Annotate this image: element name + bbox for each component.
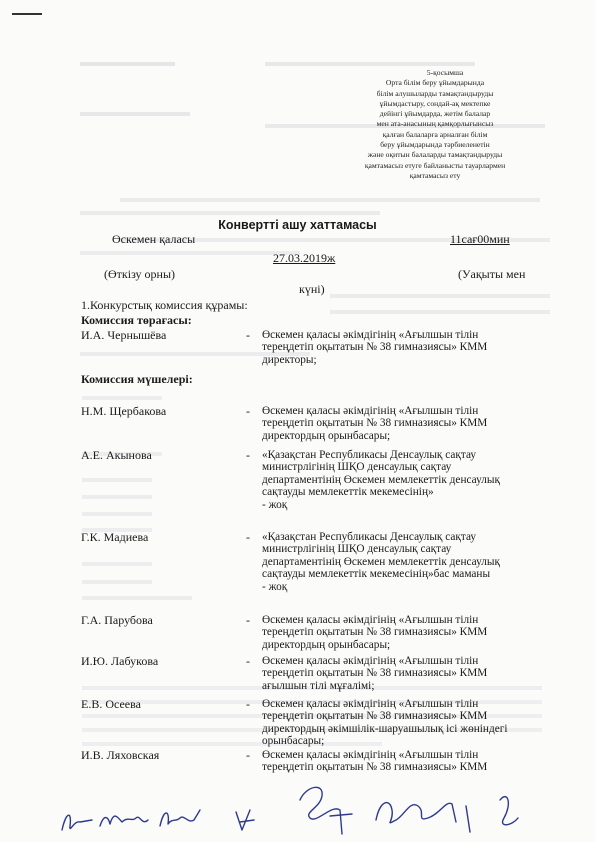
appendix-line: Орта білім беру ұйымдарында [385,78,485,88]
signature-4 [236,810,254,830]
position-line: Өскемен қаласы әкімдігінің «Ағылшын тілін [262,329,479,341]
member-name: Г.А. Парубова [81,613,153,627]
dash: - [246,654,250,668]
signature-2 [100,816,148,826]
position-line: директоры; [262,353,317,366]
member-position [262,531,552,593]
position-line: Өскемен қаласы әкімдігінің «Ағылшын тілін [262,698,479,710]
chair-name: И.А. Чернышёва [81,328,167,342]
signature-7 [500,797,518,825]
signature-5 [300,787,352,834]
member-position [262,655,552,692]
position-line: тереңдетіп оқытатын № 38 гимназиясы» КММ [262,761,488,774]
member-position [262,405,552,442]
position-line: тереңдетіп оқытатын № 38 гимназиясы» КММ [262,341,488,354]
position-line: директордың әкімшілік-шаруашылық ісі жөніндегі [262,722,508,735]
appendix-line: қалған балаларға арналған білім [382,129,488,139]
position-line: «Қазақстан Республикасы Денсаулық сақтау [262,449,477,461]
position-line: Өскемен қаласы әкімдігінің «Ағылшын тілін [262,655,479,667]
position-line: - жоқ [262,498,288,511]
appendix-number: 5-қосымша [426,68,464,77]
dash: - [246,748,250,762]
member-name: Н.М. Щербакова [81,404,167,418]
position-line: Өскемен қаласы әкімдігінің «Ағылшын тілін [262,405,479,417]
member-name: А.Е. Акынова [81,448,152,462]
appendix-block [340,68,530,181]
position-line: департаментінің Өскемен мемлекеттік денсаулық [262,555,500,568]
place-value: Өскемен қаласы [112,232,196,246]
signatures [0,760,595,842]
position-line: ағылшын тілі мұғалімі; [262,679,375,692]
member-position [262,614,552,651]
member-name: И.Ю. Лабукова [81,654,159,668]
document-title: Конвертті ашу хаттамасы [218,218,377,232]
member-name: Е.В. Осеева [81,697,141,711]
position-line: тереңдетіп оқытатын № 38 гимназиясы» КММ [262,667,488,680]
position-line: директордың орынбасары; [262,429,391,442]
member-position [262,698,552,748]
position-line: «Қазақстан Республикасы Денсаулық сақтау [262,531,477,543]
position-line: орынбасары; [262,735,325,748]
chair-position [262,329,552,366]
appendix-line: білім алушыларды тамақтандыруды [376,88,494,98]
position-line: директордың орынбасары; [262,638,391,651]
position-line: министрлігінің ШҚО денсаулық сақтау [262,543,452,556]
section-heading: 1.Конкурстық комиссия құрамы: [81,298,248,312]
appendix-line: беру ұйымдарында тәрбиеленетін [380,140,490,150]
signature-6 [376,803,470,832]
position-line: министрлігінің ШҚО денсаулық сақтау [262,461,452,474]
position-line: департаментінің Өскемен мемлекеттік денсаулық [262,473,500,486]
appendix-line: дейінгі ұйымдарда, жетім балалар [379,109,491,119]
appendix-line: қамтамасыз ету [409,170,461,180]
signature-1 [62,815,92,830]
time-label-continued: күні) [299,282,325,296]
time-label: (Уақыты мен [458,267,526,281]
member-name: Г.К. Мадиева [81,530,149,544]
signature-3 [160,810,200,826]
position-line: тереңдетіп оқытатын № 38 гимназиясы» КММ [262,710,488,723]
chair-heading: Комиссия төрағасы: [81,313,192,327]
members-heading: Комиссия мүшелері: [81,372,193,386]
scan-mark [12,13,42,15]
date-value: 27.03.2019ж [273,251,336,265]
position-line: тереңдетіп оқытатын № 38 гимназиясы» КММ [262,626,488,639]
appendix-line: ұйымдастыру, сондай-ақ мектепке [379,98,491,108]
time-value: 11сағ00мин [450,232,510,246]
dash: - [246,404,250,418]
position-line: сақтауды мемлекеттік мекемесінің»бас маманы [262,568,491,581]
place-label: (Өткізу орны) [104,267,176,281]
position-line: тереңдетіп оқытатын № 38 гимназиясы» КММ [262,417,488,430]
appendix-line: және оқитын балаларды тамақтандыруды [367,150,503,160]
member-name: И.В. Ляховская [81,748,160,762]
dash: - [246,530,250,544]
dash: - [246,697,250,711]
position-line: сақтауды мемлекеттік мекемесінің» [262,486,434,499]
dash: - [246,328,250,342]
appendix-line: мен ата-анасының қамқорлығынсыз [376,119,494,129]
position-line: Өскемен қаласы әкімдігінің «Ағылшын тілін [262,614,479,626]
appendix-line: қамтамасыз етуге байланысты тауарлармен [364,160,506,170]
dash: - [246,613,250,627]
position-line: Өскемен қаласы әкімдігінің «Ағылшын тілін [262,749,479,761]
member-position [262,449,552,511]
dash: - [246,448,250,462]
position-line: - жоқ [262,580,288,593]
